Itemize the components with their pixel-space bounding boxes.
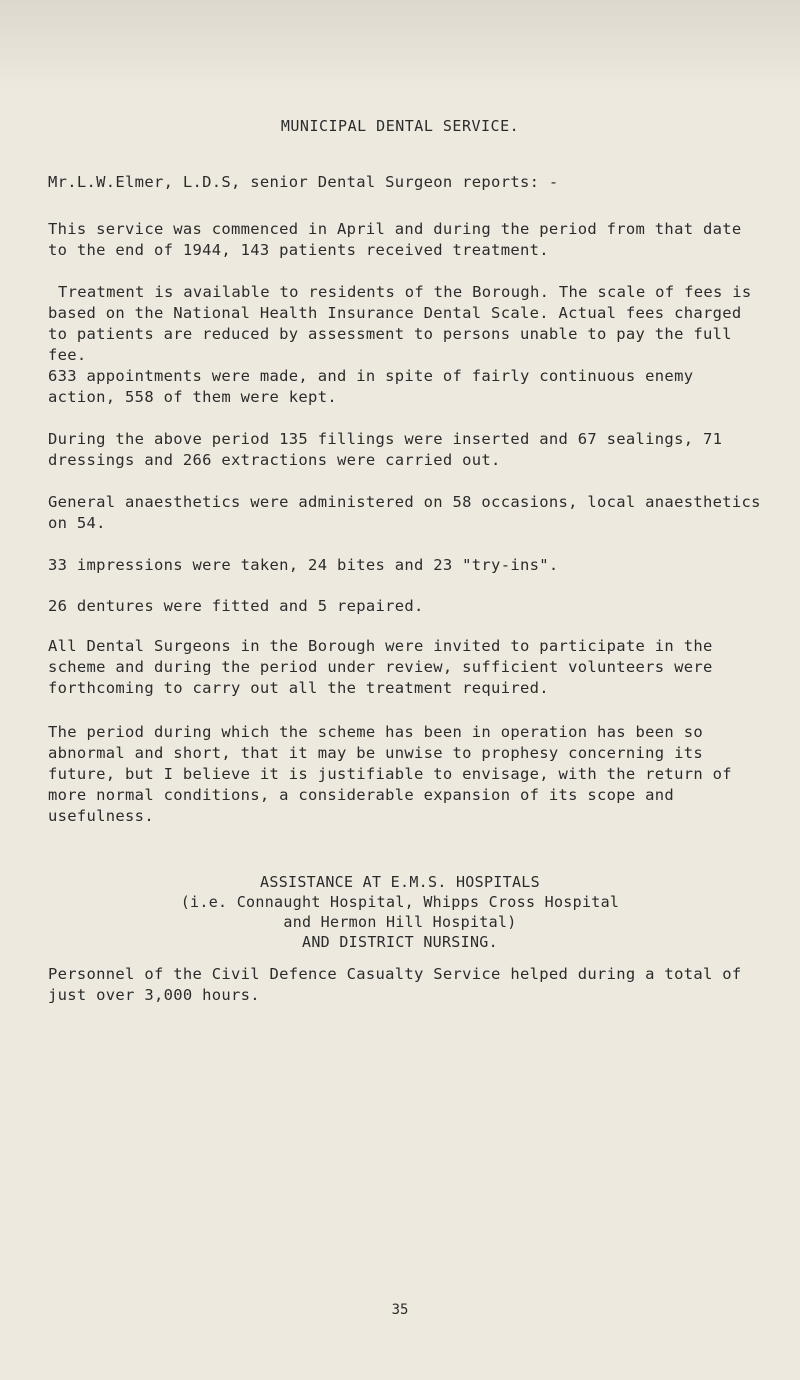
paragraph-1: This service was commenced in April and during the period from that date to the end of 1944, 143 patients received treatment. — [48, 220, 742, 259]
page-number: 35 — [391, 1302, 409, 1318]
show-through-shadow — [0, 0, 800, 90]
paragraph-2: Treatment is available to residents of the Borough. The scale of fees is based on the National Health Insurance Dental Scale. Actual fees charged to patients are reduced by assessment to persons unable to pay the full fee. — [48, 283, 752, 364]
section-title: MUNICIPAL DENTAL SERVICE. — [280, 117, 520, 135]
paragraph-6: 33 impressions were taken, 24 bites and 23 "try-ins". — [48, 556, 559, 574]
section-2-heading-line-1: ASSISTANCE AT E.M.S. HOSPITALS — [260, 873, 540, 891]
section-2-heading-line-4: AND DISTRICT NURSING. — [302, 933, 498, 951]
paragraph-7: 26 dentures were fitted and 5 repaired. — [48, 597, 424, 615]
paragraph-4: During the above period 135 fillings were inserted and 67 sealings, 71 dressings and 266 extractions were carried out. — [48, 430, 723, 469]
intro-line: Mr.L.W.Elmer, L.D.S, senior Dental Surgeon reports: - — [48, 173, 559, 191]
section-2-heading-line-2: (i.e. Connaught Hospital, Whipps Cross Hospital — [180, 893, 620, 911]
section-2-heading — [0, 872, 800, 952]
section-2-body: Personnel of the Civil Defence Casualty Service helped during a total of just over 3,000 hours. — [48, 965, 742, 1004]
paragraph-5: General anaesthetics were administered on 58 occasions, local anaesthetics on 54. — [48, 493, 761, 532]
paragraph-3: 633 appointments were made, and in spite of fairly continuous enemy action, 558 of them were kept. — [48, 367, 694, 406]
section-2-heading-line-3: and Hermon Hill Hospital) — [283, 913, 517, 931]
paragraph-8: All Dental Surgeons in the Borough were invited to participate in the scheme and during the period under review, sufficient volunteers were forthcoming to carry out all the treatment required. — [48, 637, 713, 697]
paragraph-9: The period during which the scheme has been in operation has been so abnormal and short, that it may be unwise to prophesy concerning its future, but I believe it is justifiable to envisage, with the return of more normal conditions, a considerable expansion of its scope and usefulness. — [48, 723, 732, 825]
